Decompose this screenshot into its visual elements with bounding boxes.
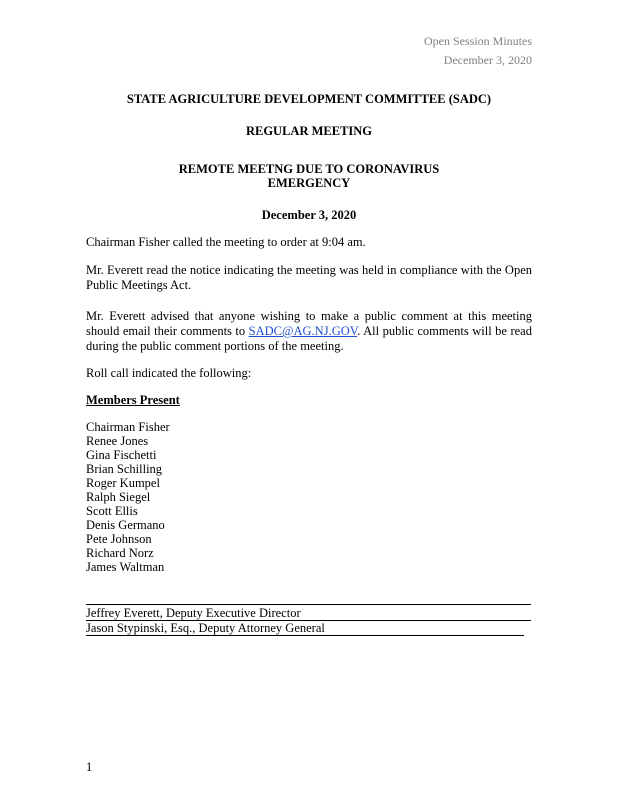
document-title: STATE AGRICULTURE DEVELOPMENT COMMITTEE (SADC)	[126, 92, 492, 106]
members-present-heading: Members Present	[86, 393, 180, 407]
staff-line-2: Jason Stypinski, Esq., Deputy Attorney General	[86, 621, 325, 635]
email-link[interactable]: SADC@AG.NJ.GOV	[248, 324, 358, 338]
public-comment-paragraph	[86, 309, 532, 354]
header-title: Open Session Minutes	[424, 34, 532, 48]
member-item: Chairman Fisher	[86, 420, 170, 434]
member-item: Roger Kumpel	[86, 476, 160, 490]
notice-paragraph: Mr. Everett read the notice indicating the meeting was held in compliance with the Open Public Meetings Act.	[86, 263, 532, 292]
member-item: Ralph Siegel	[86, 490, 151, 504]
staff-divider-top	[86, 604, 531, 605]
member-item: James Waltman	[86, 560, 165, 574]
page-header	[424, 32, 532, 70]
meeting-type: REGULAR MEETING	[245, 124, 373, 138]
member-item: Pete Johnson	[86, 532, 152, 546]
member-item: Denis Germano	[86, 518, 165, 532]
page-number: 1	[86, 760, 93, 774]
member-item: Gina Fischetti	[86, 448, 157, 462]
header-date: December 3, 2020	[443, 53, 532, 67]
member-item: Scott Ellis	[86, 504, 138, 518]
staff-divider-bottom	[86, 635, 524, 636]
meeting-date: December 3, 2020	[261, 208, 357, 222]
member-item: Richard Norz	[86, 546, 154, 560]
call-to-order-paragraph: Chairman Fisher called the meeting to order at 9:04 am.	[86, 235, 366, 249]
remote-meeting-line-1: REMOTE MEETNG DUE TO CORONAVIRUS	[178, 162, 440, 176]
public-comment-text-end: . All public comments will be read during the public comment portions of the meeting.	[86, 324, 532, 353]
member-item: Brian Schilling	[86, 462, 163, 476]
remote-meeting-line-2: EMERGENCY	[267, 176, 351, 190]
members-list	[86, 420, 170, 574]
member-item: Renee Jones	[86, 434, 149, 448]
roll-call-paragraph: Roll call indicated the following:	[86, 366, 252, 380]
public-comment-text-start: Mr. Everett advised that anyone wishing to make a public comment at this meeting should email their comments to	[86, 309, 532, 338]
staff-line-1: Jeffrey Everett, Deputy Executive Director	[86, 606, 301, 620]
